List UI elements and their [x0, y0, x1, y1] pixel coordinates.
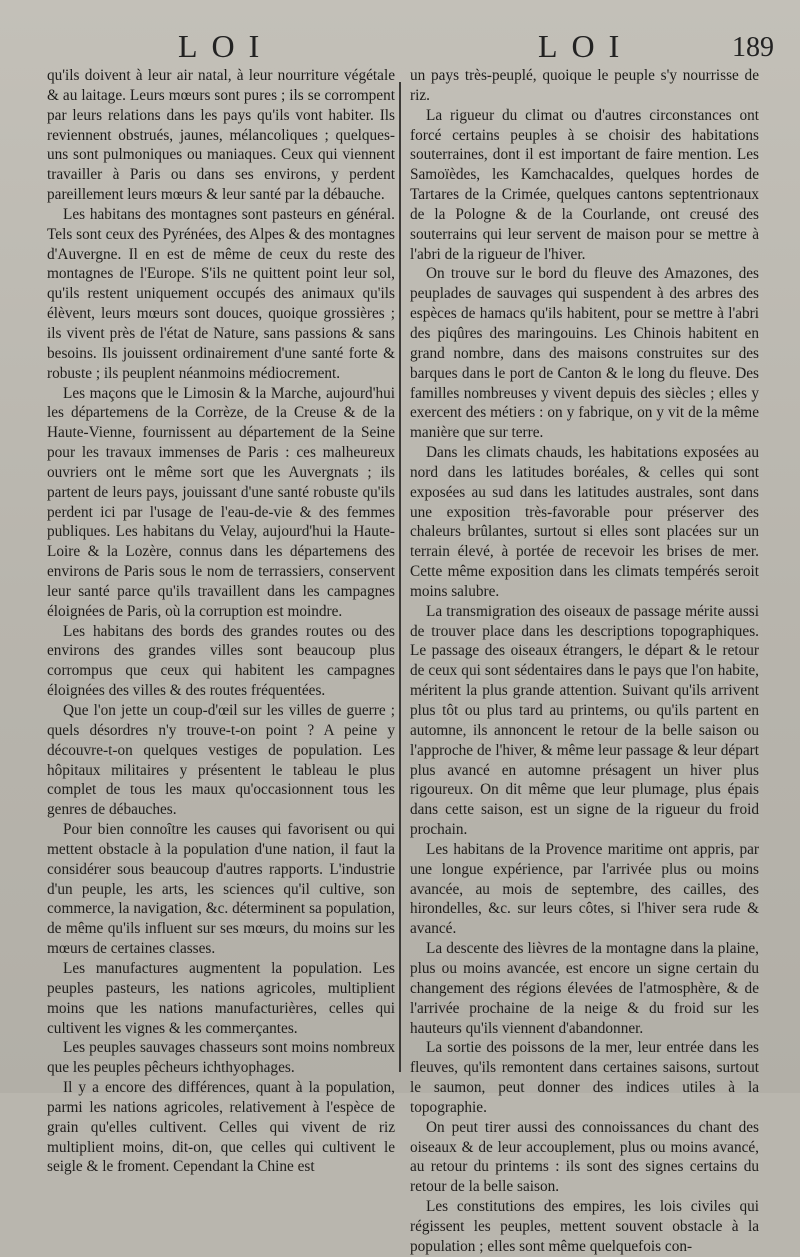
paragraph: Dans les climats chauds, les habitations exposées au nord dans les latitudes boréales, & celles qui sont exposées au sud dans les latitudes australes, sont dans une exposition très-favorable pour préserver des chaleurs brûlantes, surtout si elles sont placées sur un terrain élevé, à portée de recevoir les brises de mer. Cette même exposition dans les climats tempérés seroit moins salubre.	[410, 444, 759, 600]
paragraph: un pays très-peuplé, quoique le peuple s'y nourrisse de riz.	[410, 67, 759, 104]
paragraph: Les peuples sauvages chasseurs sont moins nombreux que les peuples pêcheurs ichthyophages.	[47, 1039, 395, 1077]
paragraph: La sortie des poissons de la mer, leur entrée dans les fleuves, qu'ils remontent dans certaines saisons, surtout le saumon, peut donner des indices utiles à la topographie.	[410, 1039, 759, 1116]
paragraph: Les maçons que le Limosin & la Marche, aujourd'hui les départemens de la Corrèze, de la Creuse & de la Haute-Vienne, fournissent au département de la Seine pour les travaux immenses de Paris : ces malheureux ouvriers ont le même sort que les Auvergnats ; ils partent de leurs pays, jouissant d'une santé robuste qu'ils perdent ici par l'usage de l'eau-de-vie & des femmes publiques. Les habitans du Velay, aujourd'hui la Haute-Loire & la Lozère, connus dans les départemens des environs de Paris sous le nom de terrassiers, conservent leur santé parce qu'ils travaillent dans les campagnes éloignées de Paris, où la corruption est moindre.	[47, 384, 395, 620]
paragraph: Il y a encore des différences, quant à la population, parmi les nations agricoles, relativement à l'espèce de grain qu'elles cultivent. Celles qui vivent de riz multiplient moins, dit-on, que celles qui cultivent le seigle & le froment. Cependant la Chine est	[47, 1079, 395, 1176]
running-head-right: LOI	[538, 28, 634, 64]
paragraph: Les constitutions des empires, les lois civiles qui régissent les peuples, mettent souvent obstacle à la population ; elles sont même quelquefois con-	[410, 1198, 759, 1255]
paragraph: Pour bien connoître les causes qui favorisent ou qui mettent obstacle à la population d'une nation, il faut la considérer sous beaucoup d'autres rapports. L'industrie d'un peuple, les arts, les sciences qu'il cultive, son commerce, la navigation, &c. déterminent sa population, de même qu'ils influent sur ses mœurs, du moins sur les mœurs de certaines classes.	[47, 821, 395, 958]
right-column	[410, 66, 759, 1257]
paragraph: On trouve sur le bord du fleuve des Amazones, des peuplades de sauvages qui suspendent à des arbres des espèces de hamacs qu'ils habitent, pour se mettre à l'abri des piqûres des maringouins. Les Chinois habitent en grand nombre, dans des maisons construites sur des barques dans le port de Canton & le long du fleuve. Des familles nombreuses y vivent depuis des siècles ; elles y exercent des métiers : on y fabrique, on y vit de la même manière que sur terre.	[410, 265, 759, 442]
paragraph: Les manufactures augmentent la population. Les peuples pasteurs, les nations agricoles, multiplient moins que les nations manufacturières, celles qui cultivent les vignes & les commerçantes.	[47, 959, 395, 1037]
paragraph: Les habitans des bords des grandes routes ou des environs des grandes villes sont beaucoup plus corrompus que ceux qui habitent les campagnes éloignées des villes & des routes fréquentées.	[47, 622, 395, 700]
paragraph: Les habitans des montagnes sont pasteurs en général. Tels sont ceux des Pyrénées, des Alpes & des montagnes d'Auvergne. Il en est de même de ceux du reste des montagnes de l'Europe. S'ils ne quittent point leur sol, qu'ils restent uniquement occupés des animaux qu'ils élèvent, leurs mœurs sont douces, quoique grossières ; ils vivent près de l'état de Nature, sans passions & sans besoins. Ils jouissent ordinairement d'une santé forte & robuste ; ils peuplent néanmoins médiocrement.	[47, 205, 395, 382]
page-number: 189	[732, 32, 774, 63]
paragraph: qu'ils doivent à leur air natal, à leur nourriture végétale & au laitage. Leurs mœurs sont pures ; ils se corrompent par leurs relations dans les pays qu'ils vont habiter. Ils reviennent obstrués, jaunes, mélancoliques ; quelques-uns sont pulmoniques ou maniaques. Ceux qui viennent travailler à Paris ou dans ses environs, y perdent pareillement leurs mœurs & leur santé par la débauche.	[47, 67, 395, 204]
paragraph: On peut tirer aussi des connoissances du chant des oiseaux & de leur accouplement, plus ou moins avancé, au retour du printems : ils sont des signes certains du retour de la belle saison.	[410, 1118, 759, 1196]
left-column	[47, 66, 395, 1177]
paragraph: La transmigration des oiseaux de passage mérite aussi de trouver place dans les descriptions topographiques. Le passage des oiseaux étrangers, le départ & le retour de ceux qui sont sédentaires dans le pays que l'on habite, méritent la plus grande attention. Suivant qu'ils arrivent plus tôt ou plus tard au printems, ou qu'ils partent en automne, ils annoncent le retour de la belle saison ou l'approche de l'hiver, & même leur passage & leur départ plus avancé en automne présagent un hiver plus rigoureux. On dit même que leur plumage, plus épais dans cette saison, est un signe de la rigueur du froid prochain.	[410, 602, 759, 839]
running-head-left: LOI	[178, 28, 274, 64]
paragraph: La descente des lièvres de la montagne dans la plaine, plus ou moins avancée, est encore un signe certain du changement des régions élevées de l'atmosphère, & de l'arrivée prochaine de la neige & du froid sur les hauteurs qu'ils viennent d'abandonner.	[410, 940, 759, 1037]
paragraph: La rigueur du climat ou d'autres circonstances ont forcé certains peuples à se choisir des habitations souterraines, dont il est important de faire mention. Les Samoïèdes, les Kamchacaldes, quelques hordes de Tartares de la Crimée, quelques cantons septentrionaux de la Pologne & de la Courlande, ont creusé des souterrains qui leur servent de maison pour se mettre à l'abri de la rigueur de l'hiver.	[410, 106, 759, 263]
paragraph: Que l'on jette un coup-d'œil sur les villes de guerre ; quels désordres n'y trouve-t-on point ? A peine y découvre-t-on quelques vestiges de population. Les hôpitaux militaires y présentent le tableau le plus complet de tous les maux qu'occasionnent tous les genres de débauches.	[47, 702, 395, 819]
paragraph: Les habitans de la Provence maritime ont appris, par une longue expérience, par l'arrivée plus ou moins avancée, au mois de septembre, des cailles, des hirondelles, &c. sur leurs côtes, si l'hiver sera rude & avancé.	[410, 840, 759, 938]
column-divider	[399, 82, 401, 1072]
